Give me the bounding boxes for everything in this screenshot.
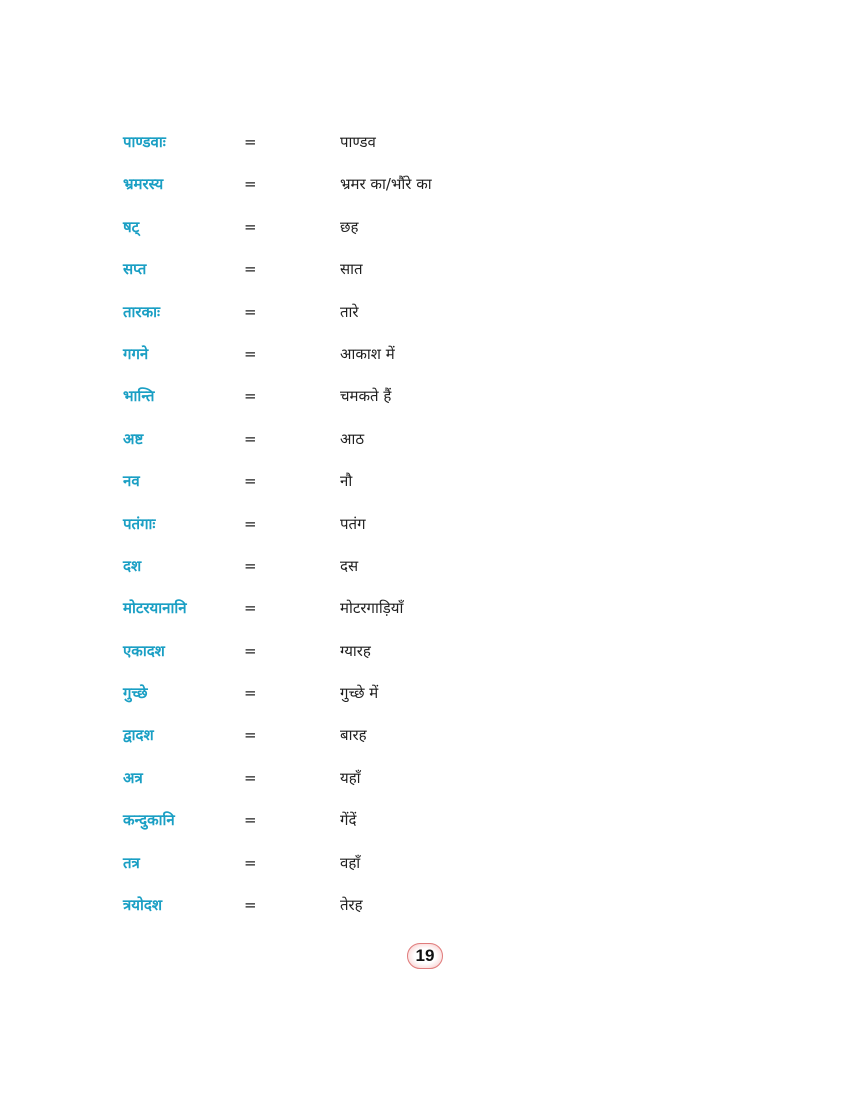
page-number-badge: 19 bbox=[407, 943, 443, 969]
hindi-meaning: नौ bbox=[340, 472, 353, 491]
sanskrit-term: दश bbox=[123, 556, 142, 575]
sanskrit-term: त्रयोदश bbox=[123, 896, 163, 915]
hindi-meaning: ग्यारह bbox=[340, 641, 371, 660]
hindi-meaning: गुच्छे में bbox=[340, 684, 379, 703]
glossary-row bbox=[0, 884, 850, 926]
equals-sign: = bbox=[244, 133, 257, 151]
sanskrit-term: एकादश bbox=[123, 641, 165, 660]
glossary-row bbox=[0, 757, 850, 799]
sanskrit-term: कन्दुकानि bbox=[123, 811, 175, 830]
hindi-meaning: यहाँ bbox=[340, 768, 361, 787]
equals-sign: = bbox=[244, 811, 257, 830]
equals-sign: = bbox=[244, 896, 257, 915]
equals-sign: = bbox=[244, 175, 257, 194]
equals-sign: = bbox=[244, 726, 257, 745]
glossary-row bbox=[0, 503, 850, 545]
hindi-meaning: वहाँ bbox=[340, 853, 361, 872]
sanskrit-term: नव bbox=[123, 472, 140, 491]
hindi-meaning: दस bbox=[340, 556, 359, 575]
hindi-meaning: पतंग bbox=[340, 514, 366, 533]
sanskrit-term: भ्रमरस्य bbox=[123, 175, 164, 194]
equals-sign: = bbox=[244, 684, 257, 703]
sanskrit-term: तत्र bbox=[123, 853, 140, 872]
glossary-row bbox=[0, 333, 850, 375]
equals-sign: = bbox=[244, 302, 257, 321]
sanskrit-term: षट् bbox=[123, 217, 140, 236]
hindi-meaning: भ्रमर का/भौंरे का bbox=[340, 175, 432, 194]
sanskrit-term: भान्ति bbox=[123, 387, 155, 406]
equals-sign: = bbox=[244, 853, 257, 872]
sanskrit-term: द्वादश bbox=[123, 726, 154, 745]
glossary-row bbox=[0, 121, 850, 163]
glossary-row bbox=[0, 714, 850, 756]
hindi-meaning: छह bbox=[340, 217, 359, 236]
glossary-row bbox=[0, 291, 850, 333]
hindi-meaning: आठ bbox=[340, 429, 365, 448]
equals-sign: = bbox=[244, 641, 257, 660]
glossary-row bbox=[0, 418, 850, 460]
glossary-row bbox=[0, 460, 850, 502]
glossary-list bbox=[0, 121, 850, 926]
sanskrit-term: गुच्छे bbox=[123, 684, 148, 703]
glossary-row bbox=[0, 672, 850, 714]
sanskrit-term: पतंगाः bbox=[123, 514, 156, 533]
hindi-meaning: गेंदें bbox=[340, 811, 357, 830]
equals-sign: = bbox=[244, 217, 257, 236]
equals-sign: = bbox=[244, 429, 257, 448]
sanskrit-term: पाण्डवाः bbox=[123, 133, 166, 151]
sanskrit-term: गगने bbox=[123, 344, 149, 363]
sanskrit-term: अत्र bbox=[123, 768, 143, 787]
equals-sign: = bbox=[244, 768, 257, 787]
sanskrit-term: तारकाः bbox=[123, 302, 161, 321]
equals-sign: = bbox=[244, 514, 257, 533]
sanskrit-term: सप्त bbox=[123, 260, 147, 279]
hindi-meaning: तारे bbox=[340, 302, 359, 321]
hindi-meaning: चमकते हैं bbox=[340, 387, 392, 406]
equals-sign: = bbox=[244, 472, 257, 491]
hindi-meaning: बारह bbox=[340, 726, 367, 745]
equals-sign: = bbox=[244, 556, 257, 575]
equals-sign: = bbox=[244, 599, 257, 618]
glossary-row bbox=[0, 587, 850, 629]
glossary-row bbox=[0, 375, 850, 417]
glossary-row bbox=[0, 799, 850, 841]
hindi-meaning: आकाश में bbox=[340, 344, 395, 363]
hindi-meaning: सात bbox=[340, 260, 363, 279]
equals-sign: = bbox=[244, 260, 257, 279]
glossary-row bbox=[0, 545, 850, 587]
sanskrit-term: मोटरयानानि bbox=[123, 599, 187, 618]
hindi-meaning: तेरह bbox=[340, 896, 363, 915]
glossary-row bbox=[0, 206, 850, 248]
hindi-meaning: पाण्डव bbox=[340, 133, 376, 151]
glossary-row bbox=[0, 163, 850, 205]
equals-sign: = bbox=[244, 344, 257, 363]
equals-sign: = bbox=[244, 387, 257, 406]
hindi-meaning: मोटरगाड़ियाँ bbox=[340, 599, 404, 618]
sanskrit-term: अष्ट bbox=[123, 429, 144, 448]
glossary-row bbox=[0, 630, 850, 672]
glossary-row bbox=[0, 248, 850, 290]
glossary-row bbox=[0, 842, 850, 884]
